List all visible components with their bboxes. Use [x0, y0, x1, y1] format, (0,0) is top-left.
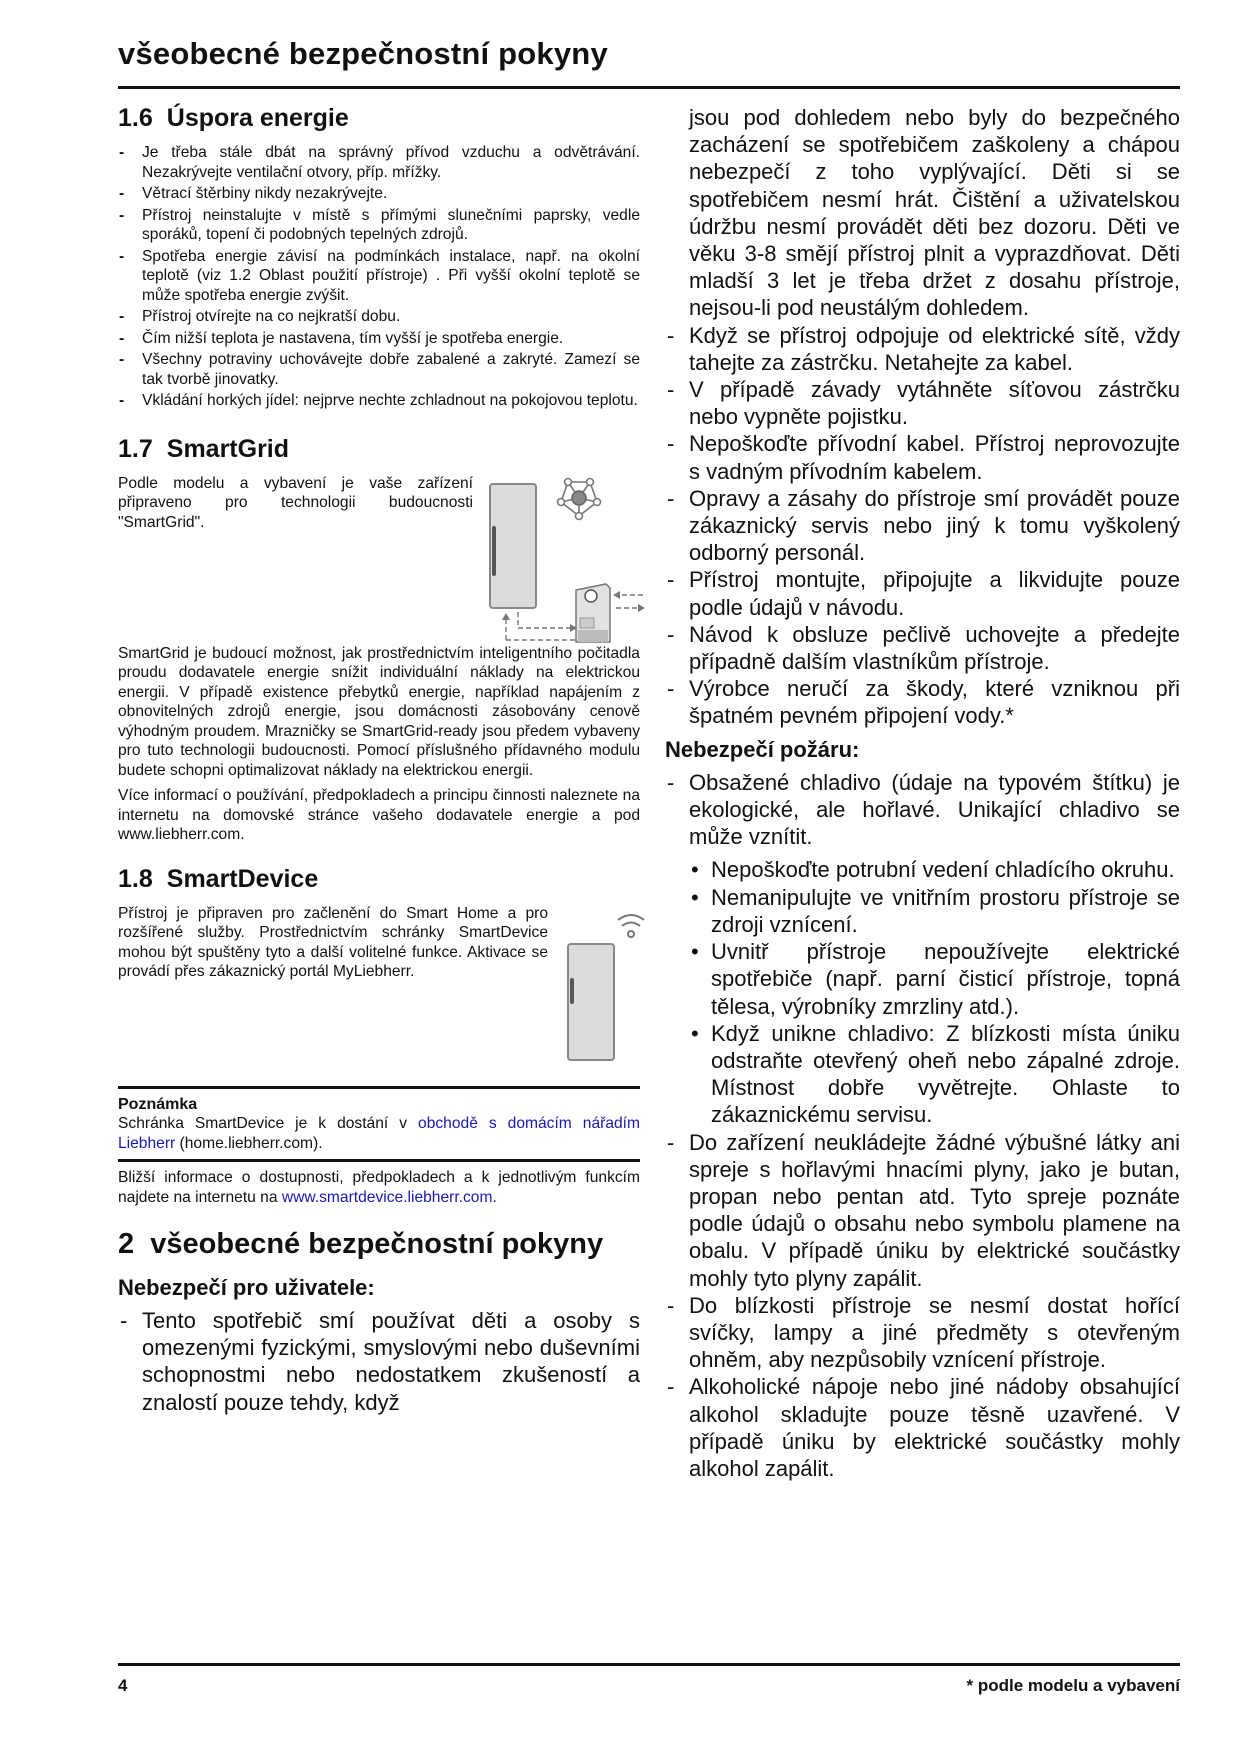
section-number: 1.8: [118, 864, 153, 893]
list-item: - Větrací štěrbiny nikdy nezakrývejte.: [118, 184, 640, 204]
fire-danger-heading: Nebezpečí požáru:: [665, 736, 860, 762]
section-energy-saving: [118, 104, 640, 411]
bullet-item: • Když unikne chladivo: Z blízkosti místa úniku odstraňte otevřený oheň nebo zápalné zdroje. Místnost dobře vyvětrejte. Ohlaste to zákaznickému servisu.: [689, 1020, 1180, 1129]
chapter-heading: [118, 1225, 640, 1263]
note-top-rule: [118, 1086, 640, 1089]
list-item: - V případě závady vytáhněte síťovou zástrčku nebo vypněte pojistku.: [665, 376, 1180, 430]
list-item: - Vkládání horkých jídel: nejprve nechte zchladnout na pokojovou teplotu.: [118, 391, 640, 411]
smartdevice-intro: Přístroj je připraven pro začlenění do Smart Home a pro rozšířené služby. Prostřednictvím schránky SmartDevice mohou být spuštěny tyto a další volitelné funkce. Aktivace se provádí přes zákaznický portál MyLiebherr.: [118, 904, 548, 980]
bullet-item: • Nepoškoďte potrubní vedení chladícího okruhu.: [689, 856, 1180, 883]
smartgrid-body: SmartGrid je budoucí možnost, jak prostřednictvím inteligentního počitadla proudu dodavatele energie snížit individuální náklady na elektrickou energii. V případě existence přebytků energie, například napájením z obnovitelných zdrojů energie, jsou domácnosti zásobovány cenově výhodným proudem. Mrazničky se SmartGrid-ready jsou předem vybaveny pro tuto technologii budoucnosti. Pomocí příslušného přídavného modulu budete schopni optimalizovat náklady na elektrickou energii.: [118, 644, 640, 779]
bullet-item: • Uvnitř přístroje nepoužívejte elektrické spotřebiče (např. parní čisticí přístroje, topná tělesa, výrobníky zmrzliny atd.).: [689, 938, 1180, 1020]
section-heading: [118, 865, 640, 894]
section-heading: [118, 104, 640, 133]
smartdevice-illustration: [558, 904, 648, 1064]
footer-rule: [118, 1663, 1180, 1666]
user-danger-list: [665, 322, 1180, 730]
left-column: [118, 104, 640, 1416]
note-text-end: (home.liebherr.com).: [175, 1134, 323, 1152]
smartdevice-website-link[interactable]: www.smartdevice.liebherr.com: [281, 1188, 493, 1206]
list-item: - Je třeba stále dbát na správný přívod vzduchu a odvětrávání. Nezakrývejte ventilační otvory, příp. mřížky.: [118, 143, 640, 182]
section-number: 1.7: [118, 434, 153, 463]
chapter-number: 2: [118, 1228, 135, 1260]
info-text: Bližší informace o dostupnosti, předpokladech a k jednotlivým funkcím najdete na internetu na: [118, 1169, 640, 1206]
section-title: Úspora energie: [166, 104, 349, 132]
liebherr-shop-link[interactable]: obchodě s domácím nářadím Liebherr: [118, 1115, 640, 1152]
list-item: - Alkoholické nápoje nebo jiné nádoby obsahující alkohol skladujte pouze těsně uzavřené. V případě úniku by elektrické součástky mohly alkohol zapálit.: [665, 1373, 1180, 1482]
wifi-icon: [618, 915, 644, 937]
refrigerant-bullets: [689, 856, 1180, 1128]
info-text-end: .: [492, 1188, 497, 1206]
smartgrid-illustration: [478, 470, 648, 646]
section-smartgrid: [118, 435, 640, 845]
note-text: Schránka SmartDevice je k dostání v: [118, 1115, 419, 1132]
list-item: - Přístroj montujte, připojujte a likvidujte pouze podle údajů v návodu.: [665, 566, 1180, 620]
list-item: - Do blízkosti přístroje se nesmí dostat hořící svíčky, lampy a jiné předměty s otevřeným ohněm, aby nezpůsobily vznícení přístroje.: [665, 1292, 1180, 1374]
energy-tips-list: [118, 143, 640, 411]
list-item: - Nepoškoďte přívodní kabel. Přístroj neprovozujte s vadným přívodním kabelem.: [665, 430, 1180, 484]
right-column: [665, 104, 1180, 1482]
list-item: - Výrobce neručí za škody, které vzniknou při špatném pevném připojení vody.*: [665, 675, 1180, 729]
page-number: 4: [118, 1676, 128, 1695]
fire-danger-list: [665, 769, 1180, 1482]
page-header-title: všeobecné bezpečnostní pokyny: [118, 36, 608, 71]
smartgrid-more-info: Více informací o používání, předpokladech a principu činnosti naleznete na internetu na domovské stránce vašeho dodavatele energie a pod www.liebherr.com.: [118, 787, 640, 843]
list-item-continued: jsou pod dohledem nebo byly do bezpečného zacházení se spotřebičem zaškoleny a chápou nebezpečí z toho vyplývající. Děti si se spotřebičem nesmí hrát. Čištění a uživatelskou údržbu nesmí provádět děti bez dozoru. Děti ve věku 3-8 smějí přístroj plnit a vyprazdňovat. Děti mladší 3 let je třeba držet z dosahu přístroje, nejsou-li pod neustálým dohledem.: [689, 105, 1180, 321]
footnote: * podle modelu a vybavení: [966, 1676, 1180, 1695]
list-item: - Opravy a zásahy do přístroje smí provádět pouze zákaznický servis nebo jiný k tomu vyškolený odborný personál.: [665, 485, 1180, 567]
section-heading: [118, 435, 640, 464]
network-hub-icon: [558, 478, 601, 519]
list-item: - Když se přístroj odpojuje od elektrické sítě, vždy tahejte za zástrčku. Netahejte za kabel.: [665, 322, 1180, 376]
list-item: - Přístroj otvírejte na co nejkratší dobu.: [118, 307, 640, 327]
section-number: 1.6: [118, 104, 153, 132]
list-item: - Spotřeba energie závisí na podmínkách instalace, např. na okolní teplotě (viz 1.2 Oblast použití přístroje) . Při vyšší okolní teplotě se může spotřeba energie zvýšit.: [118, 247, 640, 306]
appliance-icon: [490, 484, 536, 608]
smart-meter-icon: [576, 584, 610, 642]
note-bottom-rule: [118, 1159, 640, 1162]
list-item: - Návod k obsluze pečlivě uchovejte a předejte případně dalším vlastníkům přístroje.: [665, 621, 1180, 675]
user-danger-heading: Nebezpečí pro uživatele:: [118, 1275, 375, 1300]
chapter-title: všeobecné bezpečnostní pokyny: [150, 1228, 604, 1260]
list-item: - Přístroj neinstalujte v místě s přímými slunečními paprsky, vedle sporáků, topení či podobných tepelných zdrojů.: [118, 206, 640, 245]
bullet-item: • Nemanipulujte ve vnitřním prostoru přístroje se zdroji vznícení.: [689, 884, 1180, 938]
refrigerant-warning: Obsažené chladivo (údaje na typovém štítku) je ekologické, ale hořlavé. Unikající chladivo se může vznítit.: [689, 769, 1180, 850]
section-smartdevice: [118, 865, 640, 1208]
header-rule: [118, 86, 1180, 89]
smartgrid-intro: Podle modelu a vybavení je vaše zařízení připraveno pro technologii budoucnosti "SmartGrid".: [118, 474, 473, 531]
note-box: [118, 1095, 640, 1154]
list-item: - Tento spotřebič smí používat děti a osoby s omezenými fyzickými, smyslovými nebo duševními schopnostmi nebo nedostatkem zkušeností a znalostí pouze tehdy, když: [118, 1307, 640, 1416]
appliance-icon: [568, 944, 614, 1060]
section-title: SmartDevice: [166, 864, 319, 893]
note-title: Poznámka: [118, 1095, 198, 1113]
chapter-safety: [118, 1225, 640, 1416]
list-item: - Čím nižší teplota je nastavena, tím vyšší je spotřeba energie.: [118, 329, 640, 349]
list-item: - Do zařízení neukládejte žádné výbušné látky ani spreje s hořlavými hnacími plyny, jako je butan, propan nebo pentan atd. Tyto spreje poznáte podle údajů o obsahu nebo symbolu plamene na obalu. V případě úniku by elektrické součástky mohly tyto plyny zapálit.: [665, 1129, 1180, 1292]
list-item: - Všechny potraviny uchovávejte dobře zabalené a zakryté. Zamezí se tak tvorbě jinovatky.: [118, 350, 640, 389]
section-title: SmartGrid: [166, 434, 290, 463]
list-item: [665, 769, 1180, 1129]
